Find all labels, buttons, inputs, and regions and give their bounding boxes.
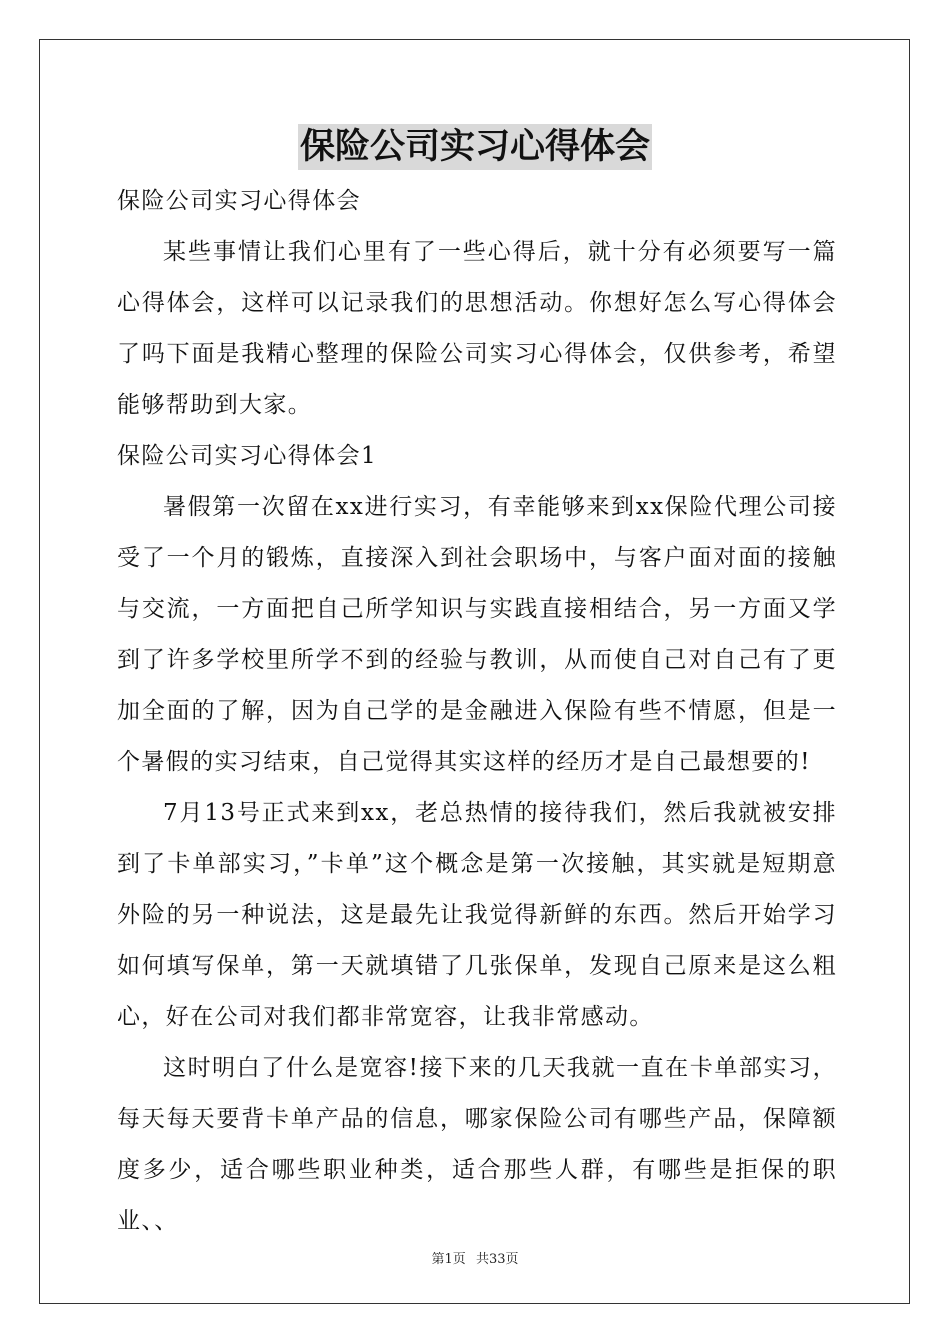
total-pages: 共33页 — [475, 1252, 519, 1267]
page-number: 第1页 — [431, 1252, 466, 1267]
paragraph-3: 这时明白了什么是宽容!接下来的几天我就一直在卡单部实习，每天每天要背卡单产品的信息，哪家保险公司有哪些产品，保障额度多少，适合哪些职业种类，适合那些人群，有哪些是拒保的职业、、 — [117, 1055, 837, 1234]
document-title: 保险公司实习心得体会 — [298, 124, 652, 170]
intro-paragraph: 某些事情让我们心里有了一些心得后，就十分有必须要写一篇心得体会，这样可以记录我们的思想活动。你想好怎么写心得体会了吗下面是我精心整理的保险公司实习心得体会，仅供参考，希望能够帮助到大家。 — [117, 239, 837, 418]
section-heading: 保险公司实习心得体会1 — [117, 443, 378, 469]
document-subtitle: 保险公司实习心得体会 — [117, 188, 361, 214]
paragraph-2: 7月13号正式来到xx，老总热情的接待我们，然后我就被安排到了卡单部实习，”卡单”这个概念是第一次接触，其实就是短期意外险的另一种说法，这是最先让我觉得新鲜的东西。然后开始学习如何填写保单，第一天就填错了几张保单，发现自己原来是这么粗心，好在公司对我们都非常宽容，让我非常感动。 — [117, 800, 837, 1030]
page-footer — [0, 1248, 950, 1267]
paragraph-1: 暑假第一次留在xx进行实习，有幸能够来到xx保险代理公司接受了一个月的锻炼，直接深入到社会职场中，与客户面对面的接触与交流，一方面把自己所学知识与实践直接相结合，另一方面又学到了许多学校里所学不到的经验与教训，从而使自己对自己有了更加全面的了解，因为自己学的是金融进入保险有些不情愿，但是一个暑假的实习结束，自己觉得其实这样的经历才是自己最想要的! — [117, 494, 837, 775]
document-body — [117, 176, 837, 1247]
title-container — [0, 124, 950, 170]
